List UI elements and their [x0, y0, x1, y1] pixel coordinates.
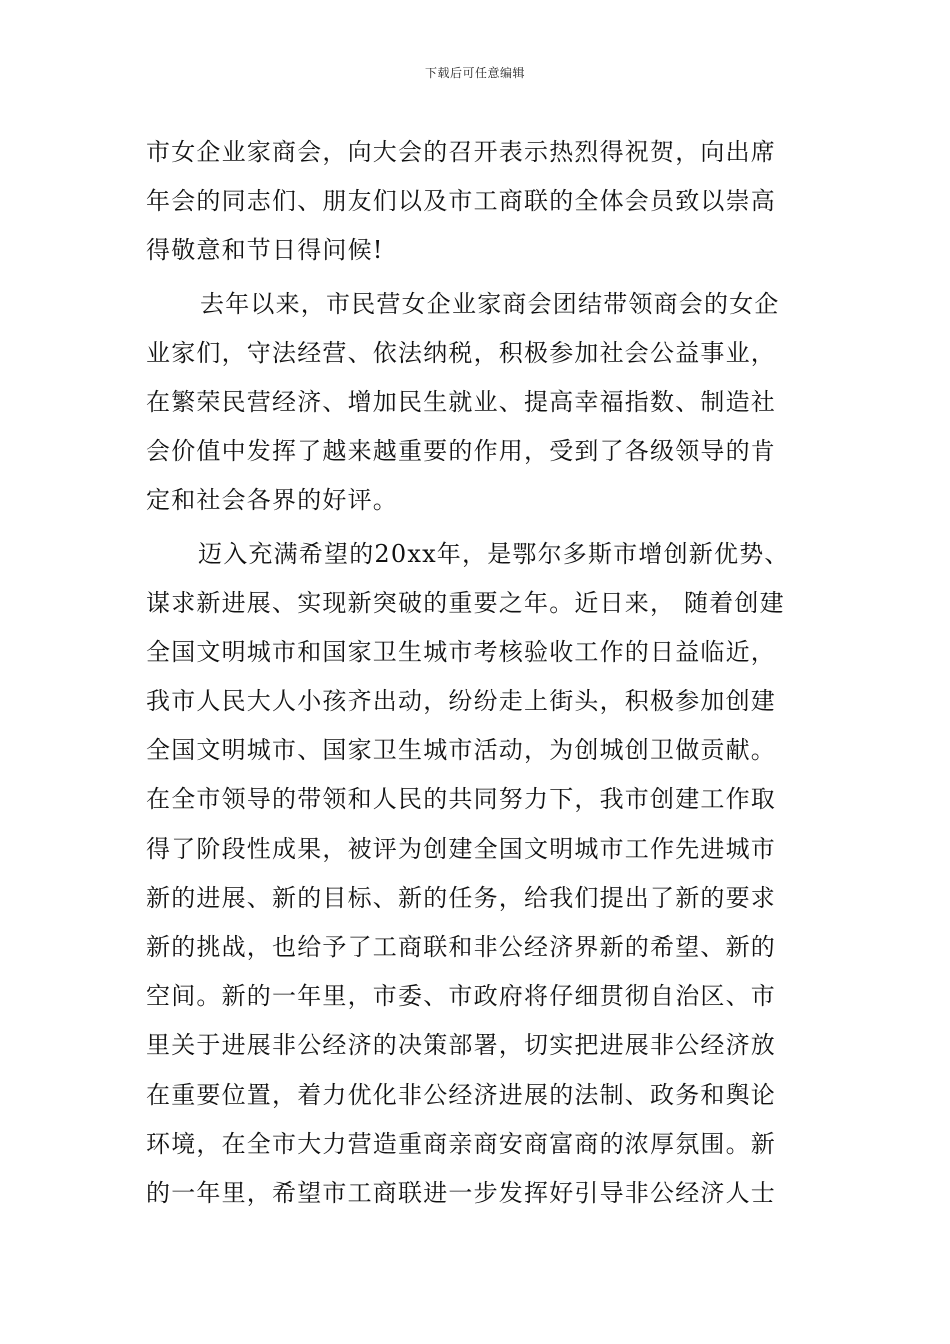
text-line: 在全市领导的带领和人民的共同努力下，我市创建工作取 — [146, 785, 776, 814]
text-line: 业家们，守法经营、依法纳税，积极参加社会公益事业， — [146, 338, 776, 367]
text-line: 空间。新的一年里，市委、市政府将仔细贯彻自治区、市 — [146, 982, 776, 1011]
text-line: 年会的同志们、朋友们以及市工商联的全体会员致以崇高 — [146, 187, 776, 216]
text-line: 全国文明城市、国家卫生城市活动，为创城创卫做贡献。 — [146, 736, 776, 765]
text-line: 我市人民大人小孩齐出动，纷纷走上街头，积极参加创建 — [146, 687, 776, 716]
text-line: 环境，在全市大力营造重商亲商安商富商的浓厚氛围。新 — [146, 1129, 776, 1158]
document-body — [146, 128, 806, 1218]
text-line: 定和社会各界的好评。 — [146, 486, 398, 515]
text-line: 全国文明城市和国家卫生城市考核验收工作的日益临近， — [146, 637, 776, 666]
text-line: 会价值中发挥了越来越重要的作用，受到了各级领导的肯 — [146, 437, 776, 466]
page-header: 下载后可任意编辑 — [424, 66, 525, 80]
text-line: 在繁荣民营经济、增加民生就业、提高幸福指数、制造社 — [146, 387, 776, 416]
text-line: 市女企业家商会，向大会的召开表示热烈得祝贺，向出席 — [146, 138, 776, 166]
text-line: 去年以来，市民营女企业家商会团结带领商会的女企 — [200, 289, 780, 318]
text-line: 得了阶段性成果，被评为创建全国文明城市工作先进城市 — [146, 834, 776, 863]
paragraph-3 — [146, 530, 806, 1219]
text-line: 得敬意和节日得问候! — [146, 236, 384, 265]
paragraph-1 — [146, 128, 806, 276]
text-line: 里关于进展非公经济的决策部署，切实把进展非公经济放 — [146, 1031, 776, 1060]
paragraph-2 — [146, 280, 806, 526]
text-line: 谋求新进展、实现新突破的重要之年。近日来， 随着创建 — [146, 588, 785, 617]
text-line: 迈入充满希望的20xx年，是鄂尔多斯市增创新优势、 — [198, 539, 790, 568]
text-line: 新的进展、新的目标、新的任务，给我们提出了新的要求 — [146, 883, 776, 912]
text-line: 在重要位置，着力优化非公经济进展的法制、政务和舆论 — [146, 1080, 776, 1109]
text-line: 的一年里，希望市工商联进一步发挥好引导非公经济人士 — [146, 1178, 776, 1207]
text-line: 新的挑战，也给予了工商联和非公经济界新的希望、新的 — [146, 933, 776, 961]
